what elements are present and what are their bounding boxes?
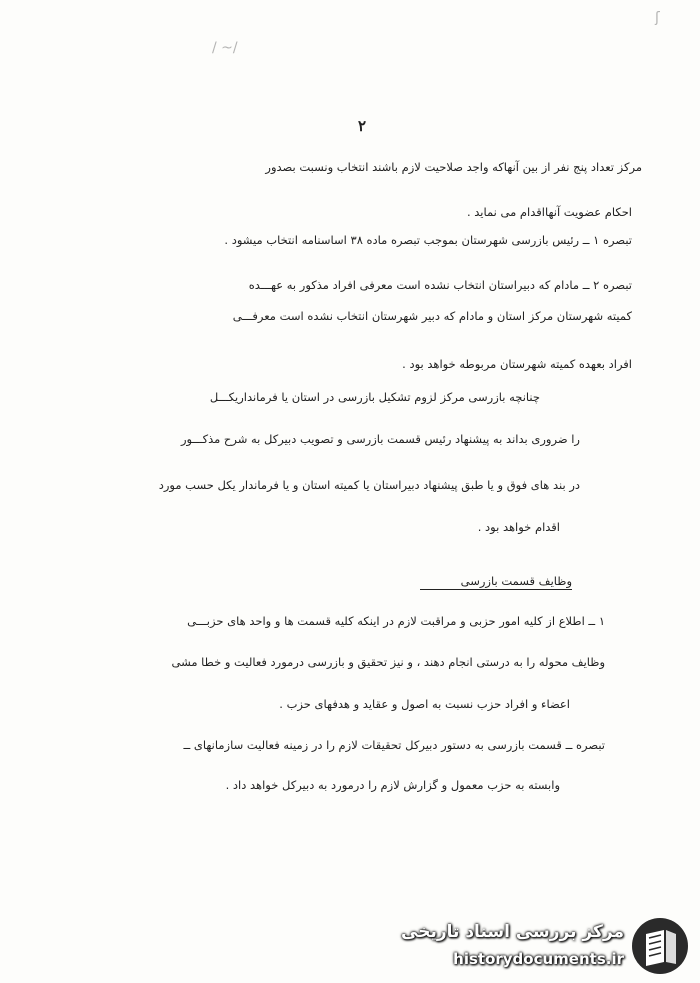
body-line: اقدام خواهد بود .	[477, 520, 560, 534]
folder-book-logo-icon	[630, 916, 690, 976]
section-line: وظایف محوله را به درستی انجام دهند ، و نیز تحقیق و بازرسی درمورد فعالیت و خطا مشی	[171, 655, 605, 669]
body-line: افراد بعهده کمیته شهرستان مربوطه خواهد بود .	[402, 357, 632, 371]
watermark-url: historydocuments.ir	[453, 950, 624, 968]
body-line: تبصره ۲ ــ مادام که دبیراستان انتخاب نشده است معرفی افراد مذکور به عهـــده	[248, 278, 632, 292]
page-number: ۲	[357, 117, 367, 135]
body-line: مرکز تعداد پنج نفر از بین آنهاکه واجد صلاحیت لازم باشند انتخاب ونسبت بصدور	[265, 160, 642, 174]
scan-mark-1: ʃ	[655, 10, 660, 26]
watermark-title: مرکز بررسی اسناد تاریخی	[401, 922, 624, 942]
body-line: چنانچه بازرسی مرکز لزوم تشکیل بازرسی در استان یا فرمانداریکـــل	[209, 390, 540, 404]
section-line: تبصره ــ قسمت بازرسی به دستور دبیرکل تحقیقات لازم را در زمینه فعالیت سازمانهای ــ	[183, 738, 605, 752]
section-line: اعضاء و افراد حزب نسبت به اصول و عقاید و هدفهای حزب .	[279, 697, 570, 711]
body-line: در بند های فوق و یا طبق پیشنهاد دبیراستان یا کمیته استان و یا فرماندار یکل حسب مورد	[158, 478, 580, 492]
body-line: احکام عضویت آنهااقدام می نماید .	[466, 205, 632, 219]
scan-mark-2: / ~/	[212, 40, 238, 56]
body-line: کمیته شهرستان مرکز استان و مادام که دبیر شهرستان انتخاب نشده است معرفـــی	[232, 309, 632, 323]
body-line: را ضروری بداند به پیشنهاد رئیس قسمت بازرسی و تصویب دبیرکل به شرح مذکـــور	[181, 432, 580, 446]
watermark	[401, 916, 690, 976]
section-line: ۱ ــ اطلاع از کلیه امور حزبی و مراقبت لازم در اینکه کلیه قسمت ها و واحد های حزبـــی	[187, 614, 605, 628]
body-line: تبصره ۱ ــ رئیس بازرسی شهرستان بموجب تبصره ماده ۳۸ اساسنامه انتخاب میشود .	[224, 233, 632, 247]
section-line: وابسته به حزب معمول و گزارش لازم را درمورد به دبیرکل خواهد داد .	[225, 778, 560, 792]
section-heading: وظایف قسمت بازرسی	[420, 574, 572, 590]
